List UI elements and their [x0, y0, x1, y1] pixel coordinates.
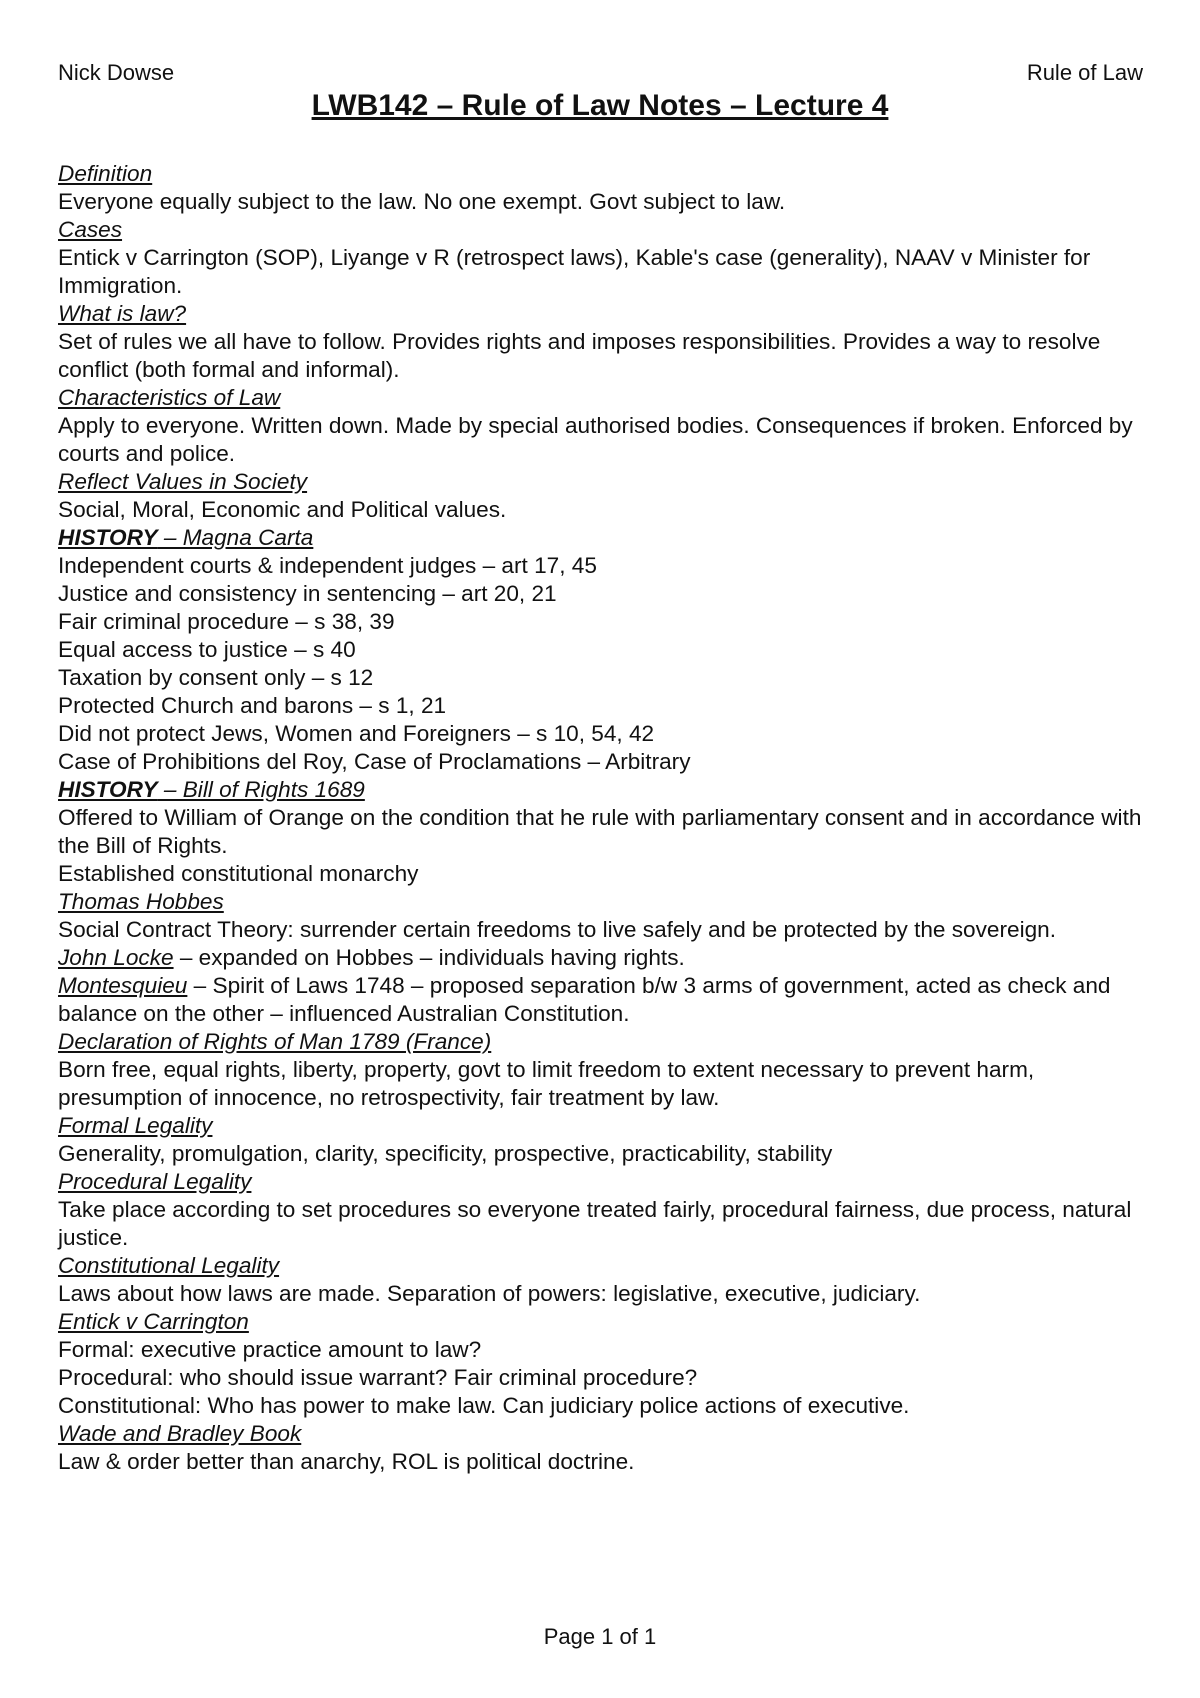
list-item: Independent courts & independent judges – art 17, 45 [58, 553, 597, 578]
section-text: Established constitutional monarchy [58, 861, 419, 886]
section-heading-hobbes: Thomas Hobbes [58, 889, 224, 914]
section-heading-definition: Definition [58, 161, 153, 186]
header-topic: Rule of Law [1026, 60, 1143, 85]
section-text: Take place according to set procedures so everyone treated fairly, procedural fairness, due process, natural justice. [58, 1197, 1132, 1250]
list-item: Case of Prohibitions del Roy, Case of Proclamations – Arbitrary [58, 749, 691, 774]
section-heading-procedural-legality: Procedural Legality [58, 1169, 252, 1194]
list-item: Fair criminal procedure – s 38, 39 [58, 609, 395, 634]
list-item: Protected Church and barons – s 1, 21 [58, 693, 447, 718]
section-heading-cases: Cases [58, 217, 123, 242]
section-heading-reflect-values: Reflect Values in Society [58, 469, 308, 494]
heading-subtitle: – Bill of Rights 1689 [157, 777, 365, 802]
page-number: Page 1 of 1 [543, 1624, 657, 1649]
section-heading-what-is-law: What is law? [58, 301, 187, 326]
section-montesquieu [58, 972, 1148, 1028]
header-author: Nick Dowse [58, 60, 175, 85]
section-text: Generality, promulgation, clarity, specificity, prospective, practicability, stability [58, 1141, 833, 1166]
list-item: Procedural: who should issue warrant? Fair criminal procedure? [58, 1365, 698, 1390]
section-heading-formal-legality: Formal Legality [58, 1113, 213, 1138]
section-text: Everyone equally subject to the law. No one exempt. Govt subject to law. [58, 189, 786, 214]
notes-body [58, 160, 1148, 1476]
section-text: Offered to William of Orange on the condition that he rule with parliamentary consent and in accordance with the Bill of Rights. [58, 805, 1142, 858]
list-item: Did not protect Jews, Women and Foreigners – s 10, 54, 42 [58, 721, 655, 746]
document-title: LWB142 – Rule of Law Notes – Lecture 4 [311, 89, 889, 122]
section-text: Born free, equal rights, liberty, property, govt to limit freedom to extent necessary to prevent harm, presumption of innocence, no retrospectivity, fair treatment by law. [58, 1057, 1035, 1110]
heading-subtitle: – Magna Carta [157, 525, 314, 550]
list-item: Formal: executive practice amount to law? [58, 1337, 482, 1362]
section-heading-entick: Entick v Carrington [58, 1309, 249, 1334]
section-text: – expanded on Hobbes – individuals having rights. [173, 945, 685, 970]
section-text: Set of rules we all have to follow. Provides rights and imposes responsibilities. Provides a way to resolve conflict (both formal and informal). [58, 329, 1101, 382]
section-heading-locke: John Locke [58, 945, 174, 970]
section-heading-bill-of-rights [58, 776, 1148, 804]
section-text: – Spirit of Laws 1748 – proposed separation b/w 3 arms of government, acted as check and balance on the other – influenced Australian Constitution. [58, 973, 1111, 1026]
section-text: Apply to everyone. Written down. Made by special authorised bodies. Consequences if broken. Enforced by courts and police. [58, 413, 1133, 466]
section-text: Law & order better than anarchy, ROL is political doctrine. [58, 1449, 635, 1474]
section-text: Social Contract Theory: surrender certain freedoms to live safely and be protected by the sovereign. [58, 917, 1056, 942]
heading-history-label: HISTORY [58, 525, 158, 550]
section-heading-characteristics: Characteristics of Law [58, 385, 281, 410]
section-heading-constitutional-legality: Constitutional Legality [58, 1253, 280, 1278]
section-heading-magna-carta [58, 524, 1148, 552]
section-heading-declaration: Declaration of Rights of Man 1789 (France) [58, 1029, 492, 1054]
section-text: Entick v Carrington (SOP), Liyange v R (retrospect laws), Kable's case (generality), NAAV v Minister for Immigration. [58, 245, 1091, 298]
section-heading-wade-bradley: Wade and Bradley Book [58, 1421, 302, 1446]
heading-history-label: HISTORY [58, 777, 158, 802]
section-locke [58, 944, 1148, 972]
list-item: Equal access to justice – s 40 [58, 637, 356, 662]
page-header [58, 58, 1143, 88]
section-text: Laws about how laws are made. Separation of powers: legislative, executive, judiciary. [58, 1281, 921, 1306]
list-item: Constitutional: Who has power to make law. Can judiciary police actions of executive. [58, 1393, 910, 1418]
list-item: Justice and consistency in sentencing – art 20, 21 [58, 581, 557, 606]
section-text: Social, Moral, Economic and Political values. [58, 497, 507, 522]
page-footer [0, 1622, 1200, 1652]
section-heading-montesquieu: Montesquieu [58, 973, 188, 998]
list-item: Taxation by consent only – s 12 [58, 665, 374, 690]
